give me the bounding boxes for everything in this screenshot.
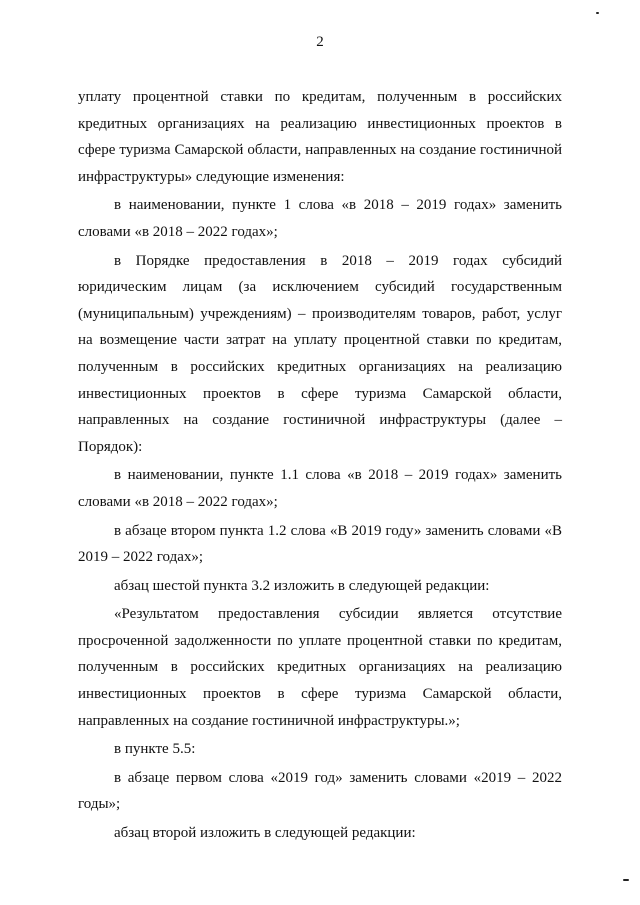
paragraph-1: уплату процентной ставки по кредитам, полученным в российских кредитных организациях на реализацию инвестиционных проектов в сфере туризма Самарской области, направленных на создание гостиничной инфраструктуры» следующие изменения: [78,89,562,185]
paragraph-9: в абзаце первом слова «2019 год» заменить словами «2019 – 2022 годы»; [78,769,562,813]
scan-speck [623,879,629,881]
paragraph-8: в пункте 5.5: [114,741,196,758]
paragraph-7: «Результатом предоставления субсидии является отсутствие просроченной задолженности по уплате процентной ставки по кредитам, полученным в российских кредитных организациях на реализацию инвестиционных проектов в сфере туризма Самарской области, направленных на создание гостиничной инфраструктуры.»; [78,606,562,729]
paragraph-3: в Порядке предоставления в 2018 – 2019 годах субсидий юридическим лицам (за исключением субсидий государственным (муниципальным) учреждениям) – производителям товаров, работ, услуг на возмещение части затрат на уплату процентной ставки по кредитам, полученным в российских кредитных организациях на реализацию инвестиционных проектов в сфере туризма Самарской области, направленных на создание гостиничной инфраструктуры (далее – Порядок): [78,252,562,455]
paragraph-10: абзац второй изложить в следующей редакции: [114,825,416,842]
paragraph-4: в наименовании, пункте 1.1 слова «в 2018 – 2019 годах» заменить словами «в 2018 – 2022 годах»; [78,467,562,510]
scan-speck [596,12,599,14]
page-number: 2 [316,34,324,50]
paragraph-5: в абзаце втором пункта 1.2 слова «В 2019 году» заменить словами «В 2019 – 2022 годах»; [78,522,562,566]
paragraph-2: в наименовании, пункте 1 слова «в 2018 – 2019 годах» заменить словами «в 2018 – 2022 годах»; [78,197,562,240]
paragraph-6: абзац шестой пункта 3.2 изложить в следующей редакции: [114,577,490,594]
document-body [78,84,562,847]
